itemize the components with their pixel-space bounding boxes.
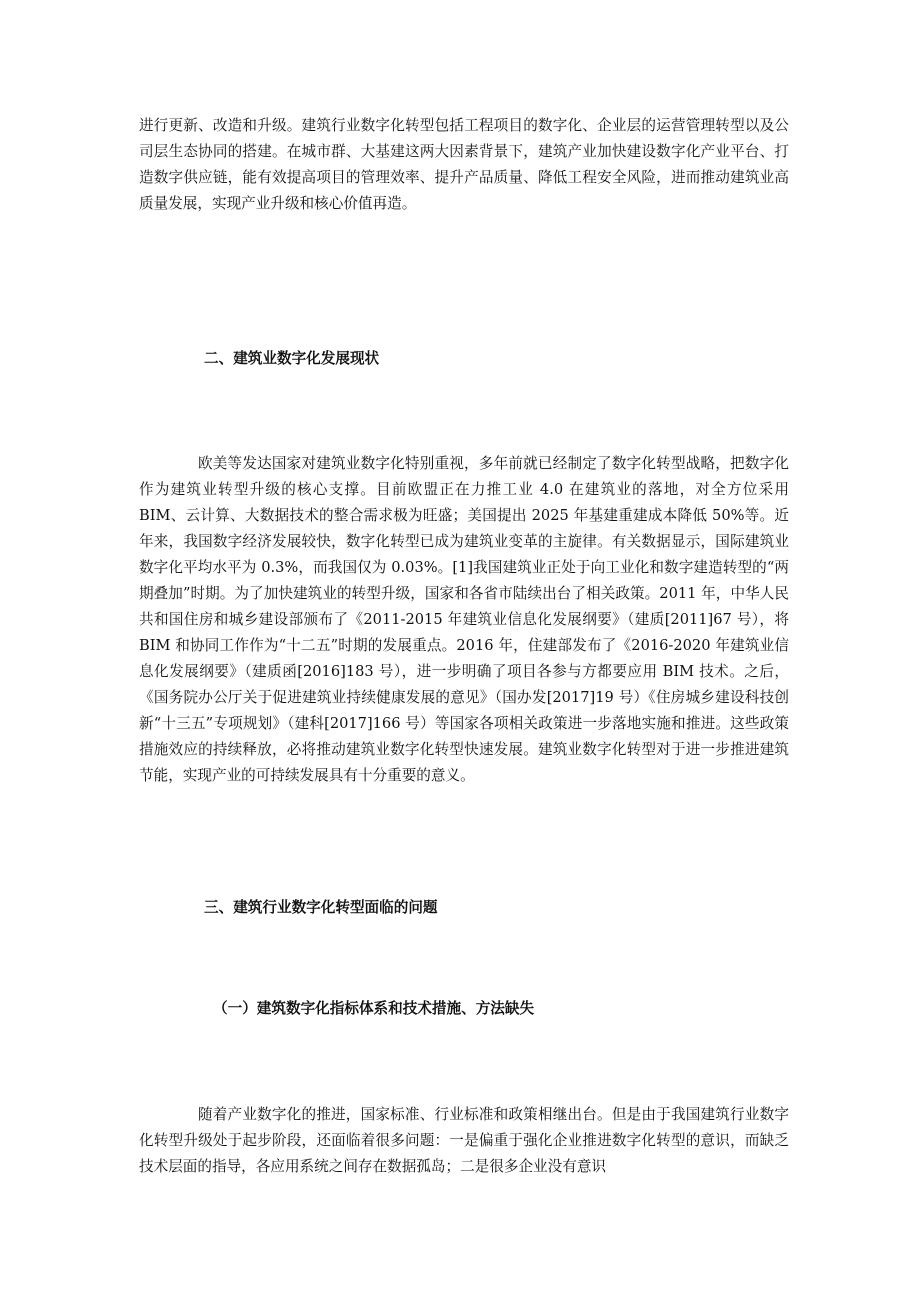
section-heading-3: 三、建筑行业数字化转型面临的问题 [204, 899, 438, 916]
subsection-heading-3-1: （一）建筑数字化指标体系和技术措施、方法缺失 [213, 1000, 535, 1017]
paragraph-development-status: 欧美等发达国家对建筑业数字化特别重视，多年前就已经制定了数字化转型战略，把数字化作为建筑业转型升级的核心支撑。目前欧盟正在力推工业 4.0 在建筑业的落地，对全方位采用 BIM、云计算、大数据技术的整合需求极为旺盛；美国提出 2025 年基建重建成本降低 50%等。近年来，我国数字经济发展较快，数字化转型已成为建筑业变革的主旋律。有关数据显示，国际建筑业数字化平均水平为 0.3%，而我国仅为 0.03%。[1]我国建筑业正处于向工业化和数字建造转型的“两期叠加”时期。为了加快建筑业的转型升级，国家和各省市陆续出台了相关政策。2011 年，中华人民共和国住房和城乡建设部颁布了《2011-2015 年建筑业信息化发展纲要》（建质[2011]67 号），将 BIM 和协同工作作为“十二五”时期的发展重点。2016 年，住建部发布了《2016-2020 年建筑业信息化发展纲要》（建质函[2016]183 号），进一步明确了项目各参与方都要应用 BIM 技术。之后，《国务院办公厅关于促进建筑业持续健康发展的意见》（国办发[2017]19 号）《住房城乡建设科技创新“十三五”专项规划》（建科[2017]166 号）等国家各项相关政策进一步落地实施和推进。这些政策措施效应的持续释放，必将推动建筑业数字化转型快速发展。建筑业数字化转型对于进一步推进建筑节能，实现产业的可持续发展具有十分重要的意义。 [139, 455, 789, 784]
paragraph-problems: 随着产业数字化的推进，国家标准、行业标准和政策相继出台。但是由于我国建筑行业数字化转型升级处于起步阶段，还面临着很多问题：一是偏重于强化企业推进数字化转型的意识，而缺乏技术层面的指导，各应用系统之间存在数据孤岛；二是很多企业没有意识 [139, 1106, 789, 1175]
section-heading-2: 二、建筑业数字化发展现状 [204, 350, 380, 367]
paragraph-intro-continuation: 进行更新、改造和升级。建筑行业数字化转型包括工程项目的数字化、企业层的运营管理转型以及公司层生态协同的搭建。在城市群、大基建这两大因素背景下，建筑产业加快建设数字化产业平台、打造数字供应链，能有效提高项目的管理效率、提升产品质量、降低工程安全风险，进而推动建筑业高质量发展，实现产业升级和核心价值再造。 [139, 117, 789, 212]
